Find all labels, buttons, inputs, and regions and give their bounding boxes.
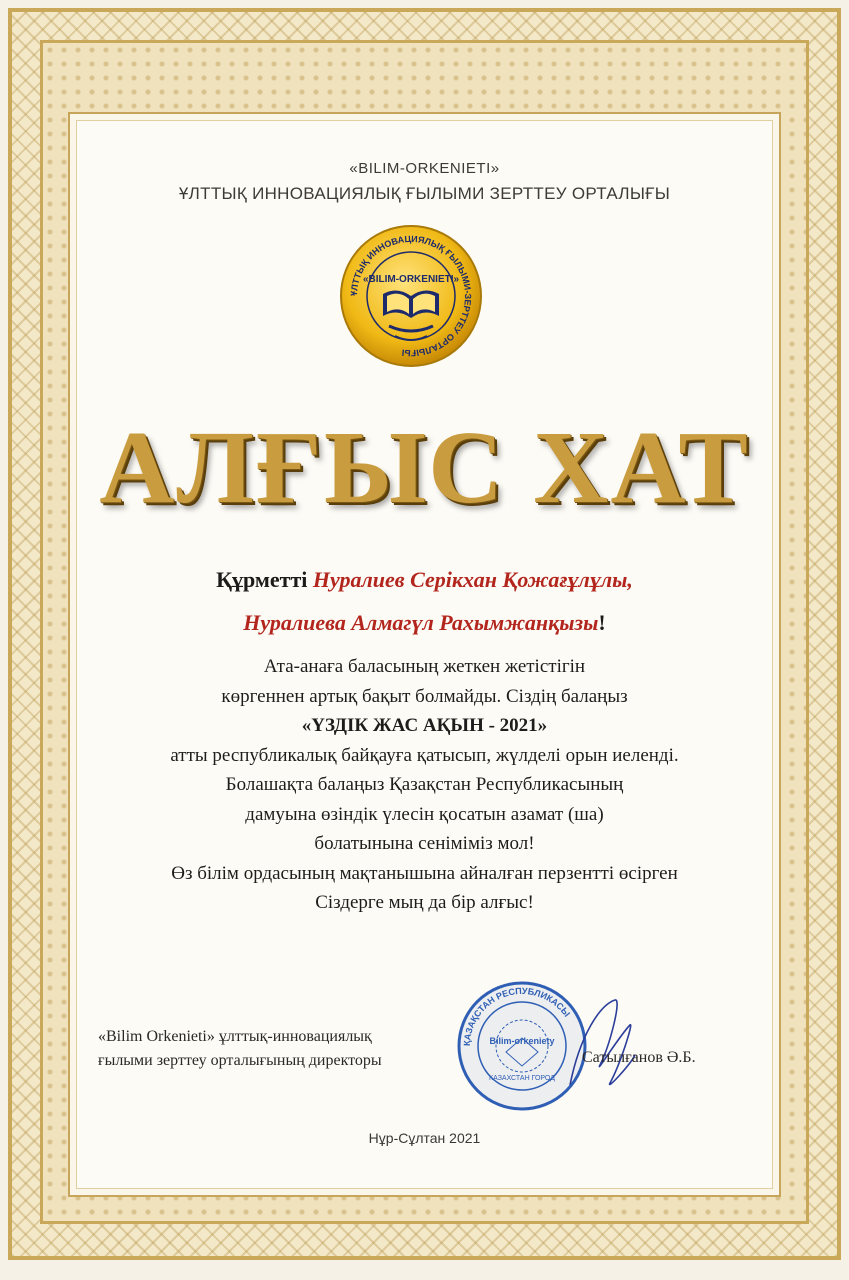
- contest-name: «ҮЗДІК ЖАС АҚЫН - 2021»: [301, 715, 548, 736]
- greeting-prefix: Құрметті: [216, 567, 313, 592]
- stamp-bottom-text: КАЗАХСТАН ГОРОД: [489, 1075, 555, 1082]
- body-line: дамуына өзіндік үлесін қосатын азамат (ша): [245, 803, 604, 825]
- logo-center-text: «BILIM-ORKENIETI»: [362, 274, 460, 285]
- recipient-name-1: Нуралиев Серікхан Қожағұлұлы,: [312, 567, 633, 592]
- body-line: Өз білім ордасының мақтанышына айналған перзентті өсірген: [171, 862, 678, 884]
- city-year: Нұр-Сұлтан 2021: [368, 1130, 481, 1146]
- certificate-body: [0, 652, 849, 918]
- body-line: болатынына сеніміміз мол!: [314, 833, 535, 854]
- signatory-line-2: ғылыми зерттеу орталығының директоры: [98, 1052, 382, 1069]
- body-line: Болашақта балаңыз Қазақстан Республикасының: [225, 774, 624, 795]
- organization-logo: [339, 224, 483, 368]
- org-name: «BILIM-ORKENIETI»: [349, 160, 500, 177]
- org-subtitle: ҰЛТТЫҚ ИННОВАЦИЯЛЫҚ ҒЫЛЫМИ ЗЕРТТЕУ ОРТАЛЫҒЫ: [178, 184, 671, 203]
- logo-ring-text: ҰЛТТЫҚ ИННОВАЦИЯЛЫҚ ҒЫЛЫМИ-ЗЕРТТЕУ ОРТАЛЫҒЫ: [348, 233, 474, 359]
- body-line: көргеннен артық бақыт болмайды. Сіздің балаңыз: [221, 685, 628, 707]
- body-line: Сіздерге мың да бір алғыс!: [315, 892, 534, 913]
- signatory-line-1: «Bilim Orkenieti» ұлттық-инновациялық: [98, 1028, 372, 1045]
- body-line: Ата-анаға баласының жеткен жетістігін: [263, 656, 586, 677]
- signatory-title: [98, 1025, 382, 1073]
- greeting-line-1: [0, 567, 849, 593]
- stamp-ring-text: ҚАЗАҚСТАН РЕСПУБЛИКАСЫ: [461, 985, 573, 1047]
- body-line: атты республикалық байқауға қатысып, жүлделі орын иеленді.: [170, 744, 679, 766]
- greeting-line-2: [0, 610, 849, 636]
- stamp-center-text: Bilim-orkeniety: [489, 1036, 555, 1046]
- document-title: АЛҒЫС ХАТ: [99, 410, 750, 525]
- greeting-suffix: !: [598, 610, 606, 635]
- signatory-name: Сатылғанов Ә.Б.: [582, 1049, 696, 1066]
- recipient-name-2: Нуралиева Алмагүл Рахымжанқызы: [243, 610, 599, 635]
